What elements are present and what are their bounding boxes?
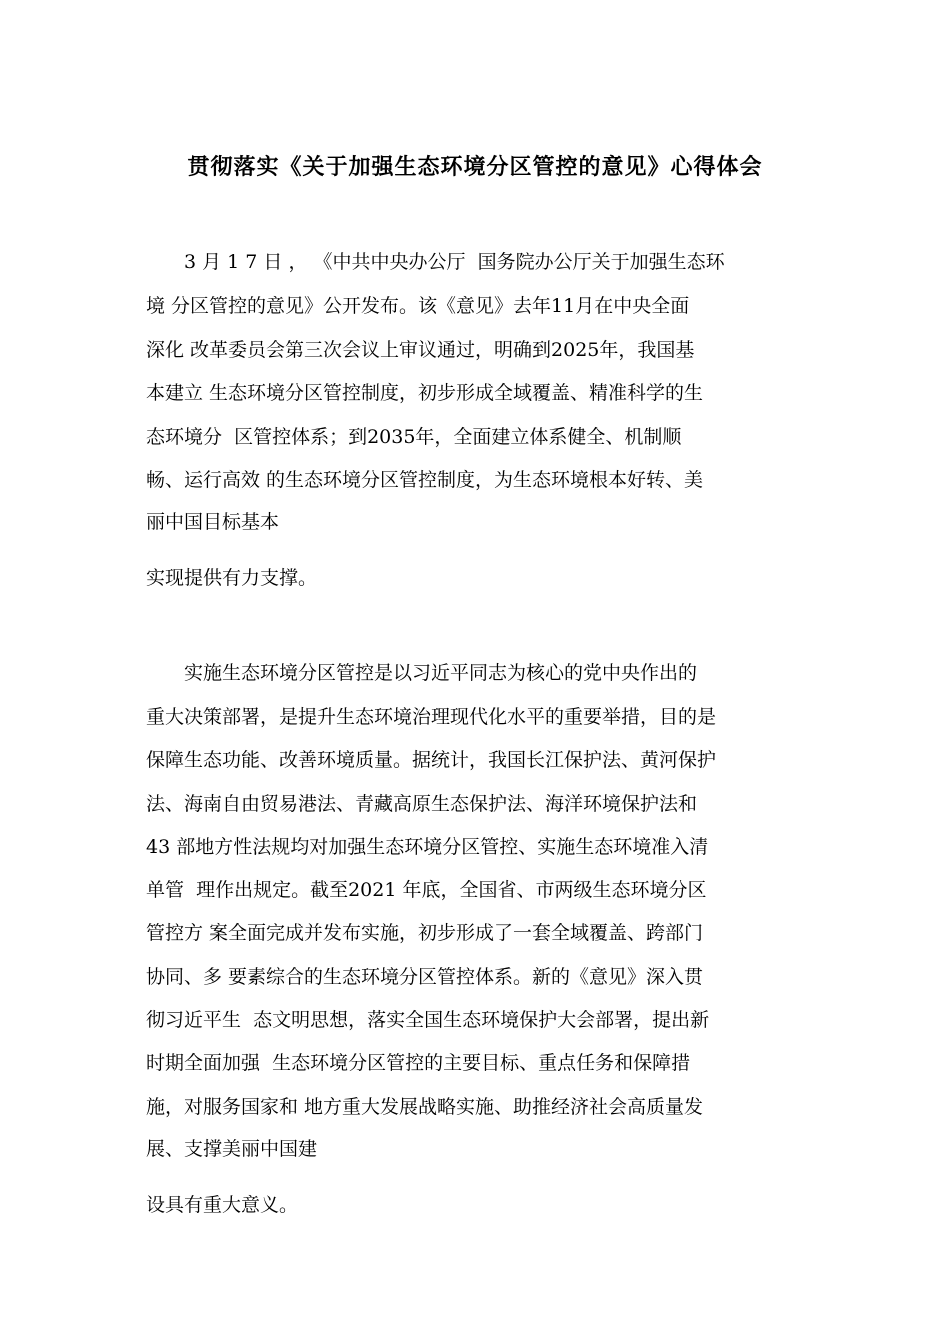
paragraph-2-line-11: 施，对服务国家和 地方重大发展战略实施、助推经济社会高质量发 bbox=[146, 1096, 704, 1118]
paragraph-1-line-3: 深化 改革委员会第三次会议上审议通过，明确到2025年，我国基 bbox=[146, 339, 695, 361]
paragraph-2-line-10: 时期全面加强 生态环境分区管控的主要目标、重点任务和保障措 bbox=[146, 1052, 691, 1074]
paragraph-2-line-6: 单管 理作出规定。截至2021 年底，全国省、市两级生态环境分区 bbox=[146, 879, 707, 901]
paragraph-1-line-5: 态环境分 区管控体系；到2035年，全面建立体系健全、机制顺 bbox=[146, 426, 682, 448]
paragraph-2-line-7: 管控方 案全面完成并发布实施，初步形成了一套全域覆盖、跨部门 bbox=[146, 922, 704, 944]
document-title: 贯彻落实《关于加强生态环境分区管控的意见》心得体会 bbox=[187, 154, 763, 180]
paragraph-1-line-7: 丽中国目标基本 bbox=[146, 511, 280, 533]
paragraph-2-line-9: 彻习近平生 态文明思想，落实全国生态环境保护大会部署，提出新 bbox=[146, 1009, 710, 1031]
paragraph-1-line-2: 境 分区管控的意见》公开发布。该《意见》去年11月在中央全面 bbox=[146, 295, 690, 317]
paragraph-2-line-12: 展、支撑美丽中国建 bbox=[146, 1138, 318, 1160]
paragraph-2-line-2: 重大决策部署，是提升生态环境治理现代化水平的重要举措，目的是 bbox=[146, 706, 717, 728]
paragraph-2-tail: 设具有重大意义。 bbox=[146, 1194, 299, 1216]
paragraph-2-line-8: 协同、多 要素综合的生态环境分区管控体系。新的《意见》深入贯 bbox=[146, 966, 704, 988]
paragraph-2-line-3: 保障生态功能、改善环境质量。据统计，我国长江保护法、黄河保护 bbox=[146, 749, 717, 771]
paragraph-1-line-4: 本建立 生态环境分区管控制度，初步形成全域覆盖、精准科学的生 bbox=[146, 382, 704, 404]
paragraph-2-line-4: 法、海南自由贸易港法、青藏高原生态保护法、海洋环境保护法和 bbox=[146, 793, 698, 815]
paragraph-2-line-5: 43 部地方性法规均对加强生态环境分区管控、实施生态环境准入清 bbox=[146, 836, 709, 858]
paragraph-1-line-1: 3 月 1 7 日 ， 《中共中央办公厅 国务院办公厅关于加强生态环 bbox=[184, 251, 725, 273]
paragraph-1-line-6: 畅、运行高效 的生态环境分区管控制度，为生态环境根本好转、美 bbox=[146, 469, 704, 491]
paragraph-1-tail: 实现提供有力支撑。 bbox=[146, 567, 318, 589]
paragraph-2-line-1: 实施生态环境分区管控是以习近平同志为核心的党中央作出的 bbox=[184, 662, 698, 684]
